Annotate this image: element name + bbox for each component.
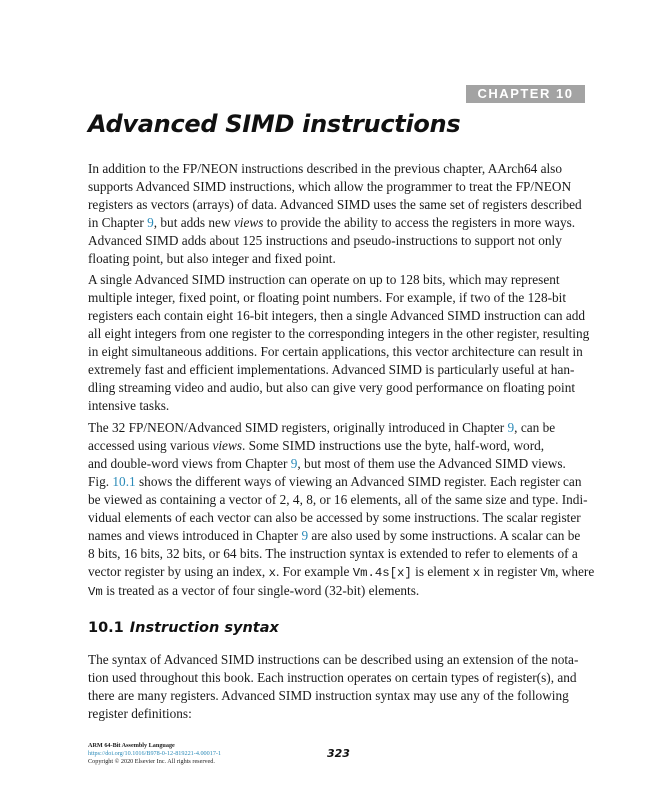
copyright: Copyright © 2020 Elsevier Inc. All rights reserved.: [88, 758, 215, 765]
text-line: dling streaming video and audio, but also can give very good performance on floating point: [88, 380, 576, 395]
text-line: accessed using various views. Some SIMD instructions use the byte, half-word, word,: [88, 438, 545, 453]
section-number: 10.1: [88, 620, 124, 636]
paragraph-3: [88, 419, 595, 601]
text-line: names and views introduced in Chapter 9 are also used by some instructions. A scalar can be: [88, 528, 581, 543]
text-line: registers as vectors (arrays) of data. Advanced SIMD uses the same set of registers described: [88, 197, 582, 212]
text-line: register definitions:: [88, 706, 192, 721]
code-span: x: [268, 566, 276, 580]
text-line: registers each contain eight 16-bit integers, then a single Advanced SIMD instruction can add: [88, 308, 586, 323]
text-line: all eight integers from one register to the corresponding integers in the other register, resulting: [88, 326, 590, 341]
doi-link[interactable]: https://doi.org/10.1016/B978-0-12-819221-4.00017-1: [88, 750, 222, 757]
footer-credits: [88, 742, 221, 766]
text-line: Fig. 10.1 shows the different ways of viewing an Advanced SIMD register. Each register can: [88, 474, 582, 489]
chapter-label: CHAPTER 10: [466, 85, 585, 103]
text-line: extremely fast and efficient implementations. Advanced SIMD is particularly useful at han-: [88, 362, 575, 377]
figure-link[interactable]: 10.1: [112, 474, 136, 489]
text-line: tion used throughout this book. Each instruction operates on certain types of register(s), and: [88, 670, 577, 685]
chapter-link[interactable]: 9: [147, 215, 154, 230]
code-span: Vm.4s[x]: [352, 566, 412, 580]
book-title: ARM 64-Bit Assembly Language: [88, 742, 175, 749]
page-title: Advanced SIMD instructions: [88, 110, 461, 138]
section-title: Instruction syntax: [129, 620, 279, 636]
text-line: multiple integer, fixed point, or floating point numbers. For example, if two of the 128-bit: [88, 290, 567, 305]
chapter-link[interactable]: 9: [507, 420, 515, 435]
text-line: Vm is treated as a vector of four single-word (32-bit) elements.: [88, 583, 420, 599]
text-line: The syntax of Advanced SIMD instructions can be described using an extension of the nota-: [88, 652, 579, 667]
text-line: In addition to the FP/NEON instructions described in the previous chapter, AArch64 also: [88, 161, 563, 176]
code-span: Vm: [88, 585, 103, 599]
paragraph-1: [88, 160, 588, 268]
section-heading: [88, 620, 279, 636]
text-line: be viewed as containing a vector of 2, 4, 8, or 16 elements, all of the same size and type. Indi-: [88, 492, 588, 507]
paragraph-4: [88, 651, 588, 723]
chapter-link[interactable]: 9: [290, 456, 298, 471]
text-line: A single Advanced SIMD instruction can operate on up to 128 bits, which may represent: [88, 272, 560, 287]
code-span: Vm: [540, 566, 556, 580]
text-line: supports Advanced SIMD instructions, which allow the programmer to treat the FP/NEON: [88, 179, 572, 194]
text-line: intensive tasks.: [88, 398, 170, 413]
code-span: x: [472, 566, 481, 580]
text-line: Advanced SIMD adds about 125 instructions and pseudo-instructions to support not only: [88, 233, 562, 248]
text-line: vidual elements of each vector can also be accessed by some instructions. The scalar register: [88, 510, 581, 525]
text-line: floating point, but also integer and fixed point.: [88, 251, 336, 266]
text-line: The 32 FP/NEON/Advanced SIMD registers, originally introduced in Chapter 9, can be: [88, 420, 556, 435]
text-line: in eight simultaneous additions. For certain applications, this vector architecture can result in: [88, 344, 583, 359]
text-line: there are many registers. Advanced SIMD instruction syntax may use any of the following: [88, 688, 569, 703]
text-line: 8 bits, 16 bits, 32 bits, or 64 bits. The instruction syntax is extended to refer to elements of a: [88, 546, 578, 561]
page-number: 323: [327, 747, 350, 760]
paragraph-2: [88, 271, 588, 415]
text-line: vector register by using an index, x. For example Vm.4s[x] is element x in register Vm, where: [88, 564, 595, 580]
chapter-link[interactable]: 9: [301, 528, 309, 543]
text-line: and double-word views from Chapter 9, but most of them use the Advanced SIMD views.: [88, 456, 566, 471]
text-line: in Chapter 9, but adds new views to provide the ability to access the registers in more ways.: [88, 215, 576, 230]
